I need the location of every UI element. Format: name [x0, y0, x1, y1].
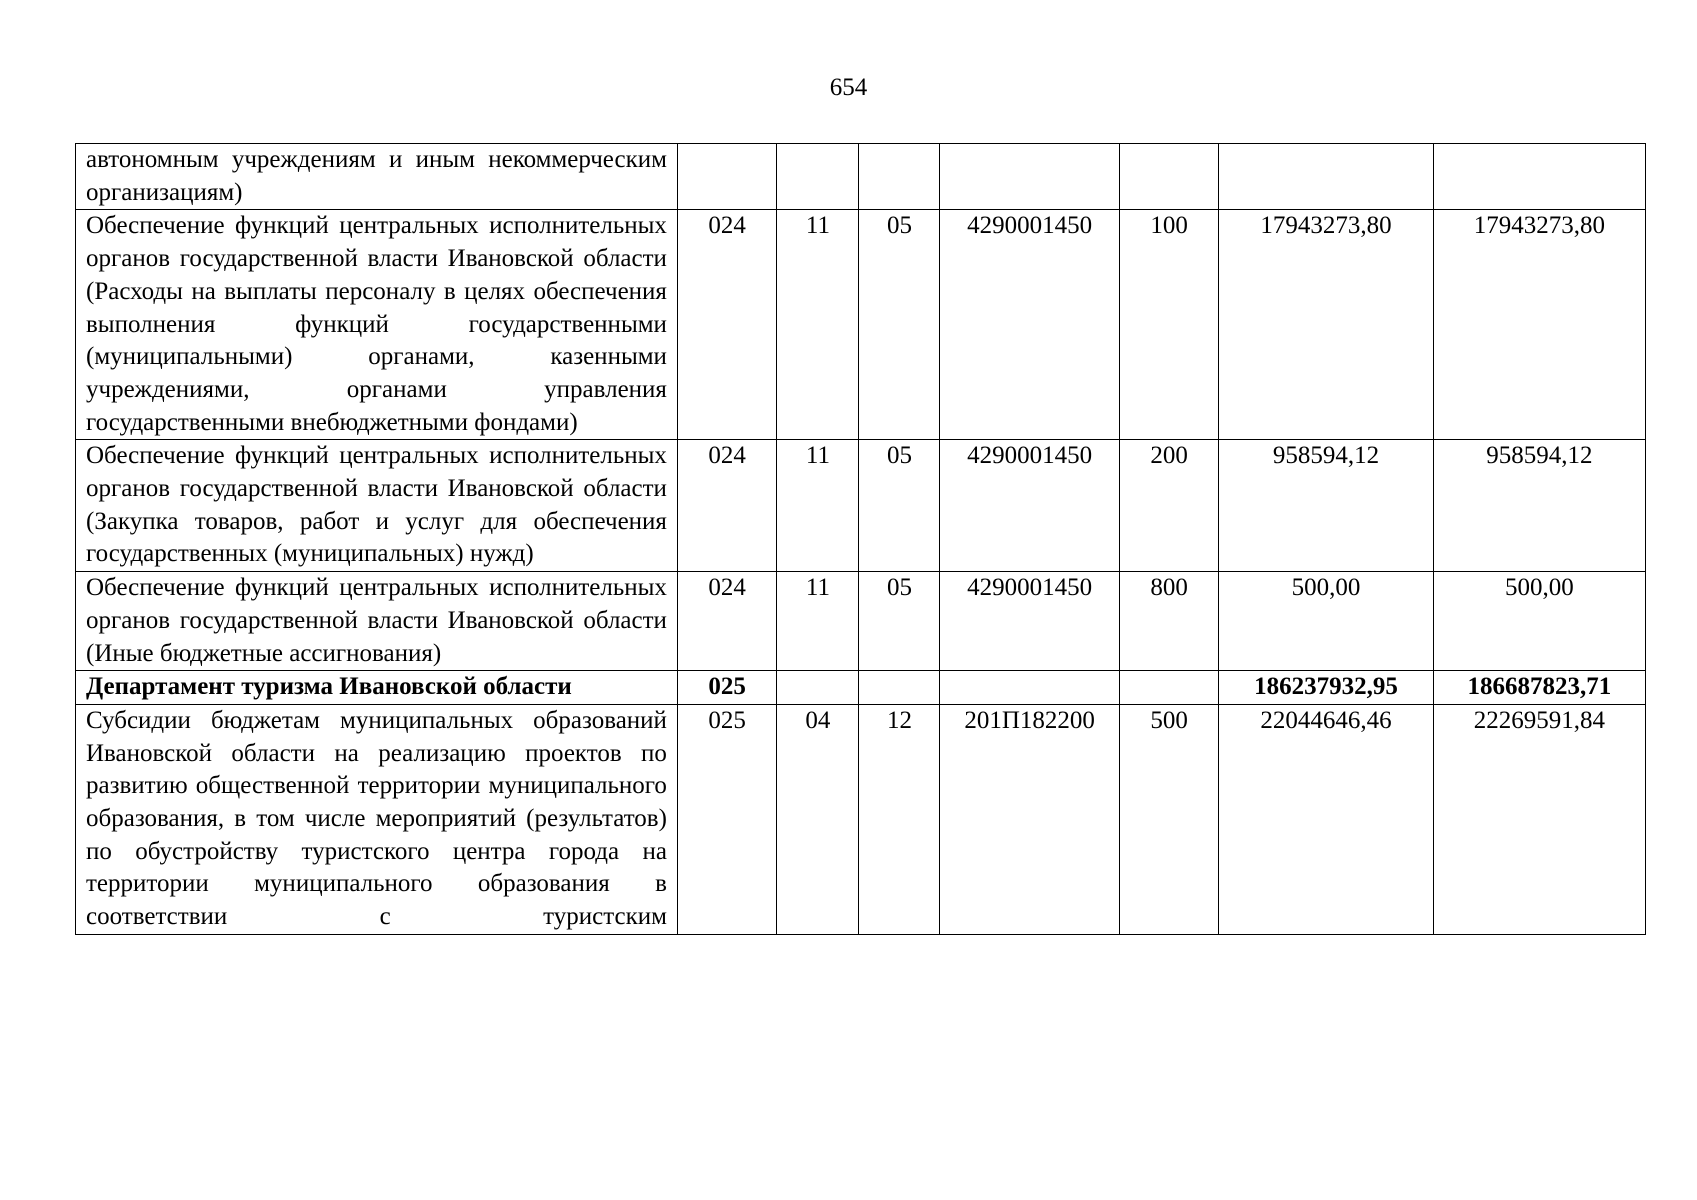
cell-gr: 024 — [677, 440, 776, 572]
table-row — [76, 144, 1646, 210]
cell-rz: 11 — [777, 572, 859, 671]
cell-csr: 4290001450 — [940, 440, 1119, 572]
cell-rz: 04 — [777, 704, 859, 934]
cell-vr: 200 — [1119, 440, 1218, 572]
row-description: автономным учреждениям и иным некоммерческим организациям) — [76, 144, 678, 210]
cell-sum-2 — [1433, 144, 1645, 210]
budget-table — [75, 143, 1646, 935]
cell-pr: 12 — [859, 704, 940, 934]
cell-gr — [677, 144, 776, 210]
table-row — [76, 440, 1646, 572]
cell-gr: 024 — [677, 572, 776, 671]
cell-pr — [859, 144, 940, 210]
cell-csr: 201П182200 — [940, 704, 1119, 934]
cell-pr: 05 — [859, 210, 940, 440]
table-row — [76, 210, 1646, 440]
cell-sum-1: 17943273,80 — [1219, 210, 1433, 440]
cell-csr: 4290001450 — [940, 210, 1119, 440]
cell-sum-2: 958594,12 — [1433, 440, 1645, 572]
cell-csr — [940, 671, 1119, 705]
cell-sum-1: 186237932,95 — [1219, 671, 1433, 705]
row-description: Обеспечение функций центральных исполнительных органов государственной власти Ивановской области (Расходы на выплаты персоналу в целях обеспечения выполнения функций государственными (муниципальными) органами, казенными учреждениями, органами управления государственными внебюджетными фондами) — [76, 210, 678, 440]
cell-rz: 11 — [777, 210, 859, 440]
row-description: Субсидии бюджетам муниципальных образований Ивановской области на реализацию проектов по развитию общественной территории муниципального образования, в том числе мероприятий (результатов) по обустройству туристского центра города на территории муниципального образования в соответствии с туристским — [76, 704, 678, 934]
cell-csr — [940, 144, 1119, 210]
cell-sum-1: 500,00 — [1219, 572, 1433, 671]
cell-gr: 024 — [677, 210, 776, 440]
cell-rz: 11 — [777, 440, 859, 572]
page-number: 654 — [829, 74, 868, 101]
cell-rz — [777, 144, 859, 210]
cell-rz — [777, 671, 859, 705]
cell-gr: 025 — [677, 671, 776, 705]
cell-vr: 800 — [1119, 572, 1218, 671]
cell-sum-2: 500,00 — [1433, 572, 1645, 671]
cell-sum-1 — [1219, 144, 1433, 210]
cell-sum-2: 186687823,71 — [1433, 671, 1645, 705]
table-row-department — [76, 671, 1646, 705]
cell-pr — [859, 671, 940, 705]
cell-sum-1: 22044646,46 — [1219, 704, 1433, 934]
cell-sum-1: 958594,12 — [1219, 440, 1433, 572]
table-row — [76, 704, 1646, 934]
table-row — [76, 572, 1646, 671]
row-description: Департамент туризма Ивановской области — [76, 671, 678, 705]
row-description: Обеспечение функций центральных исполнительных органов государственной власти Ивановской области (Закупка товаров, работ и услуг для обеспечения государственных (муниципальных) нужд) — [76, 440, 678, 572]
cell-pr: 05 — [859, 572, 940, 671]
cell-vr — [1119, 144, 1218, 210]
cell-sum-2: 22269591,84 — [1433, 704, 1645, 934]
cell-vr: 100 — [1119, 210, 1218, 440]
row-description: Обеспечение функций центральных исполнительных органов государственной власти Ивановской области (Иные бюджетные ассигнования) — [76, 572, 678, 671]
cell-gr: 025 — [677, 704, 776, 934]
cell-vr — [1119, 671, 1218, 705]
cell-pr: 05 — [859, 440, 940, 572]
cell-sum-2: 17943273,80 — [1433, 210, 1645, 440]
cell-vr: 500 — [1119, 704, 1218, 934]
cell-csr: 4290001450 — [940, 572, 1119, 671]
